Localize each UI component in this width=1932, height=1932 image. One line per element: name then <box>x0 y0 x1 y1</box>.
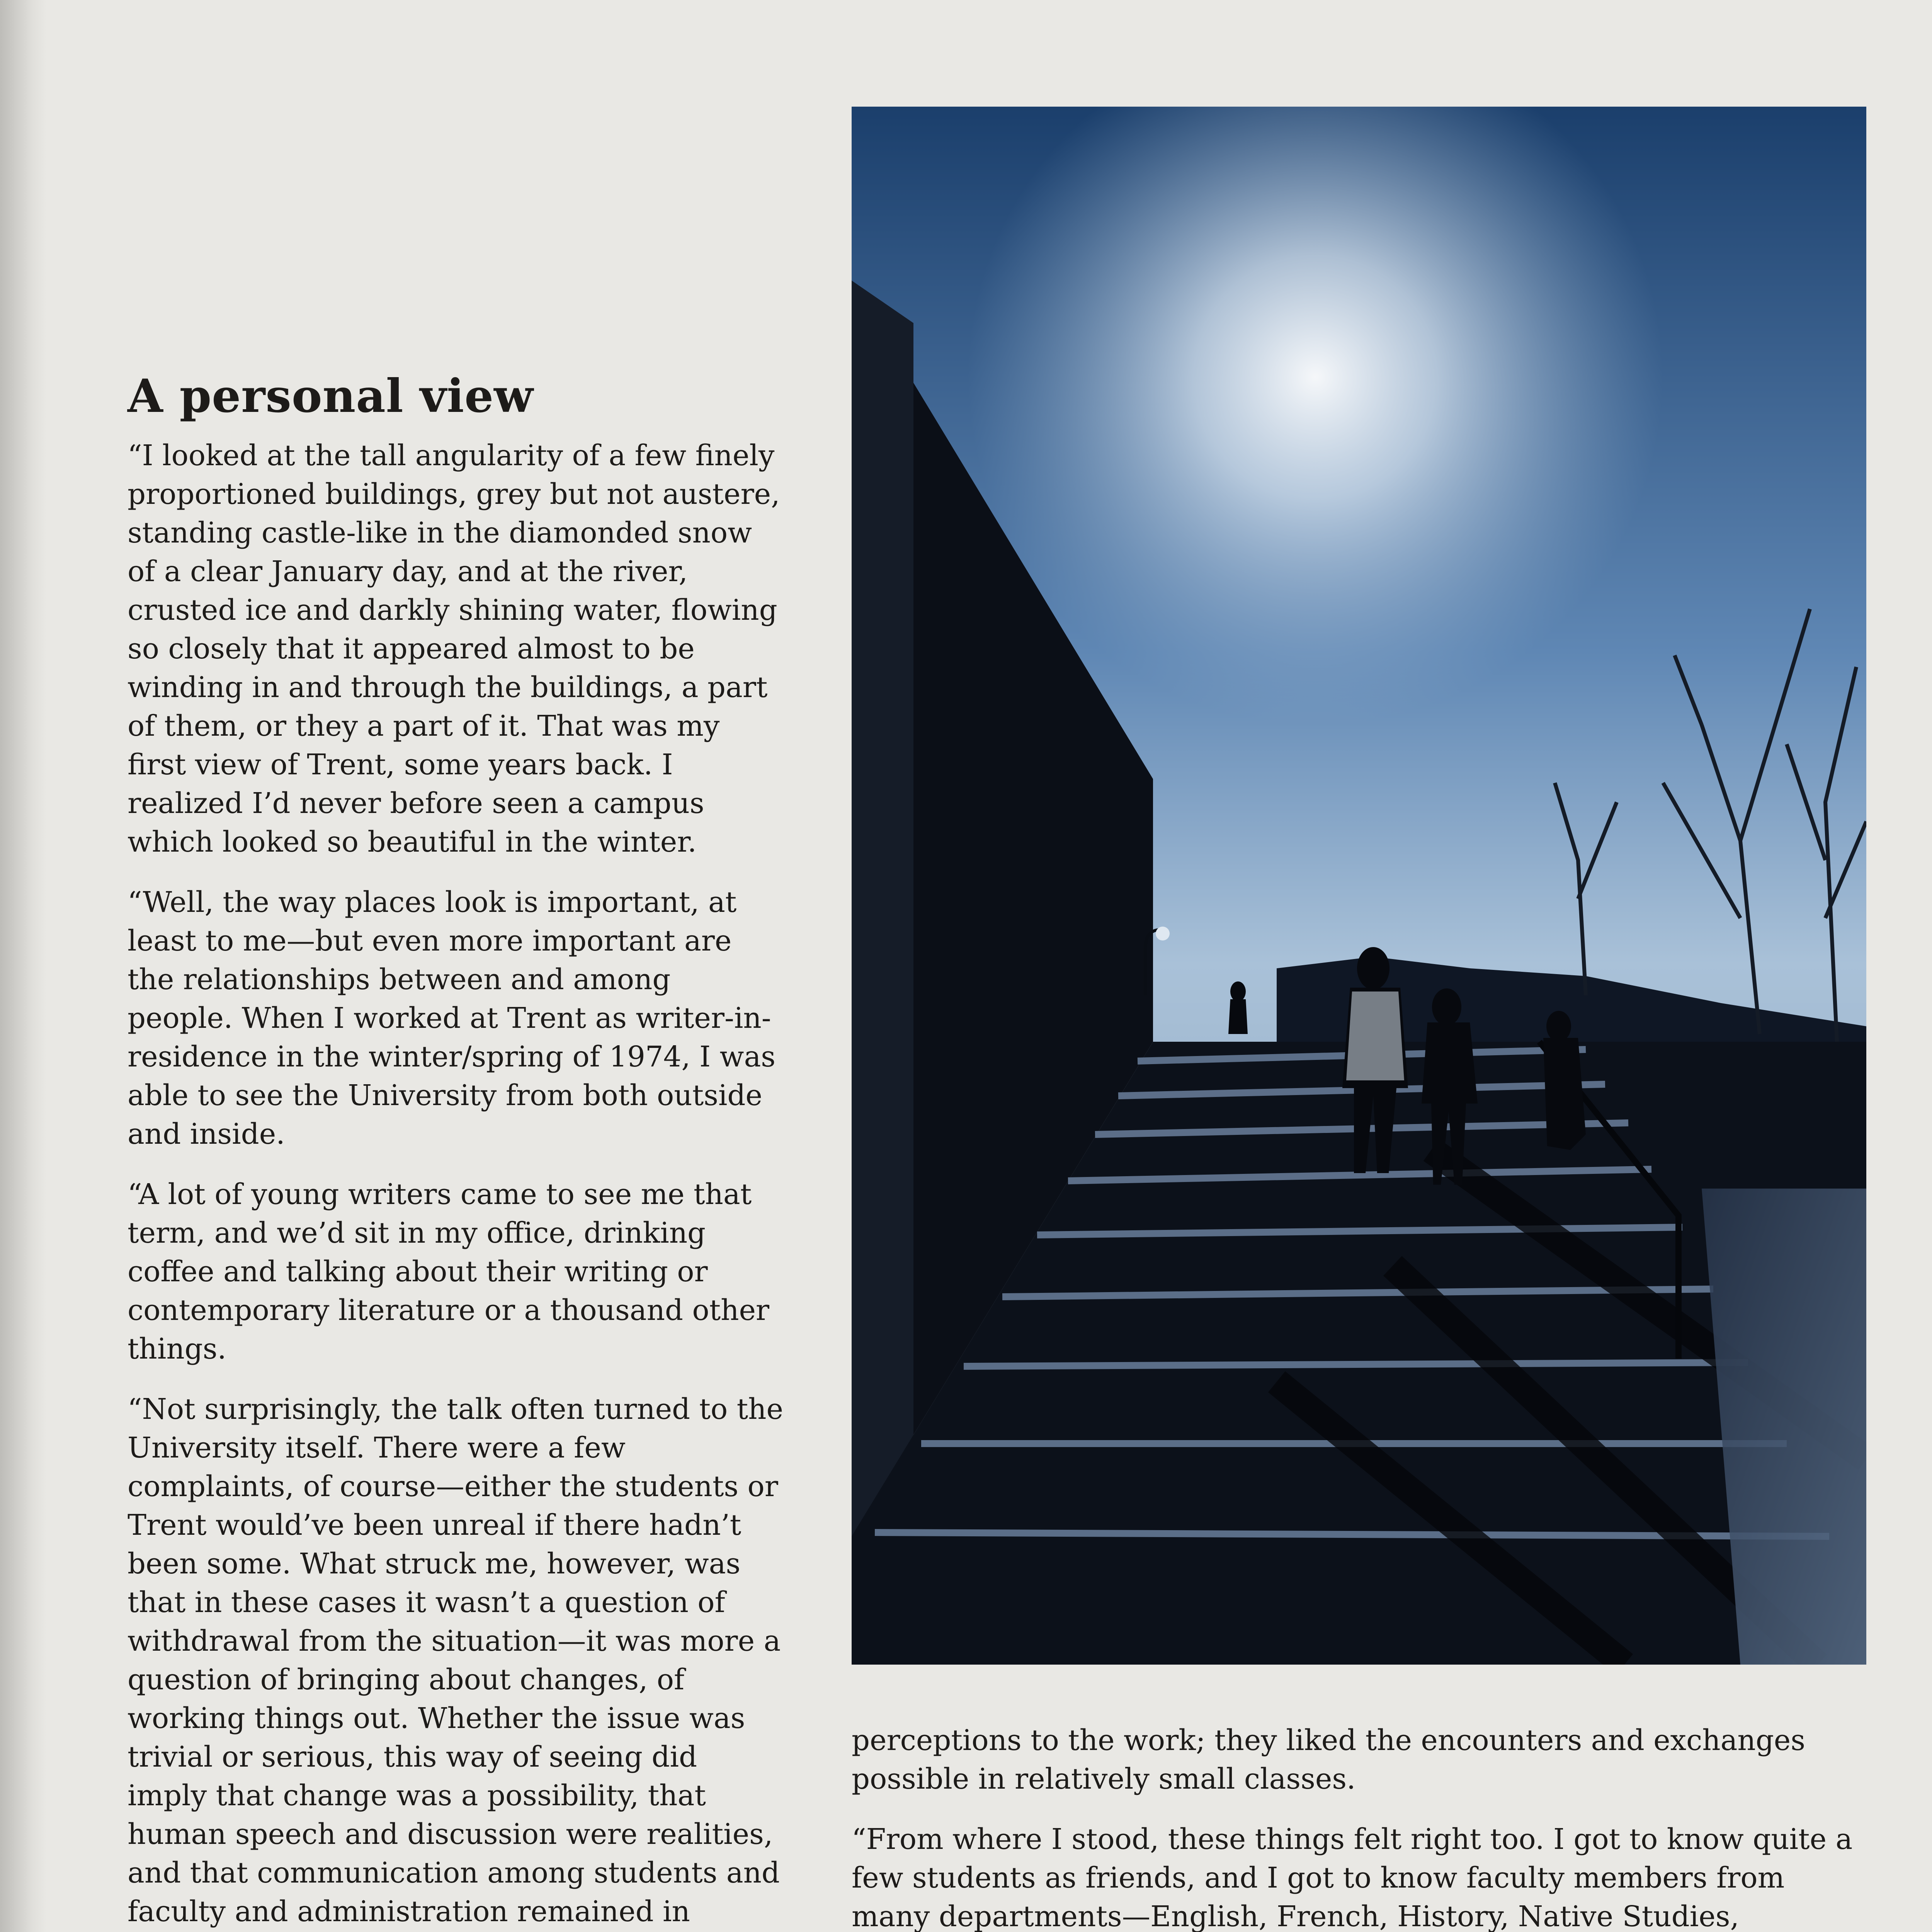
page-spine-shadow <box>0 0 46 1932</box>
article-heading: A personal view <box>128 369 534 423</box>
article-paragraph: “Well, the way places look is important, at least to me—but even more important are the relationships between and among people. When I worked at Trent as writer-in-residence in the winter/spring of 1974, I was able to see the University from both outside and inside. <box>128 886 776 1151</box>
article-paragraph: “I looked at the tall angularity of a few finely proportioned buildings, grey but not austere, standing castle-like in the diamonded snow of a clear January day, and at the river, crusted ice and darkly shining water, flowing so closely that it appeared almost to be winding in and through the buildings, a part of them, or they a part of it. That was my first view of Trent, some years back. I realized I’d never before seen a campus which looked so beautiful in the winter. <box>128 439 780 859</box>
article-paragraph: “From where I stood, these things felt right too. I got to know quite a few students as friends, and I got to know faculty members from many departments—English, French, History, Native Studies, <box>852 1823 1853 1932</box>
stairs-photo-illustration <box>852 107 1866 1665</box>
article-paragraph: “Not surprisingly, the talk often turned to the University itself. There were a few complaints, of course—either the students or Trent would’ve been unreal if there hadn’t been some. What struck me, however, was that in these cases it wasn’t a question of withdrawal from the situation—it was more a question of bringing about changes, of working things out. Whether the issue was trivial or serious, this way of seeing did imply that change was a possibility, that human speech and discussion were realities, and that communication among students and faculty and administration remained in <box>128 1393 783 1928</box>
right-text-column <box>852 1721 1864 1932</box>
left-text-column <box>128 371 784 1932</box>
article-paragraph: perceptions to the work; they liked the encounters and exchanges possible in relatively small classes. <box>852 1724 1806 1796</box>
article-paragraph: “A lot of young writers came to see me that term, and we’d sit in my office, drinking coffee and talking about their writing or contemporary literature or a thousand other things. <box>128 1178 770 1366</box>
campus-stairs-photo <box>852 107 1866 1665</box>
